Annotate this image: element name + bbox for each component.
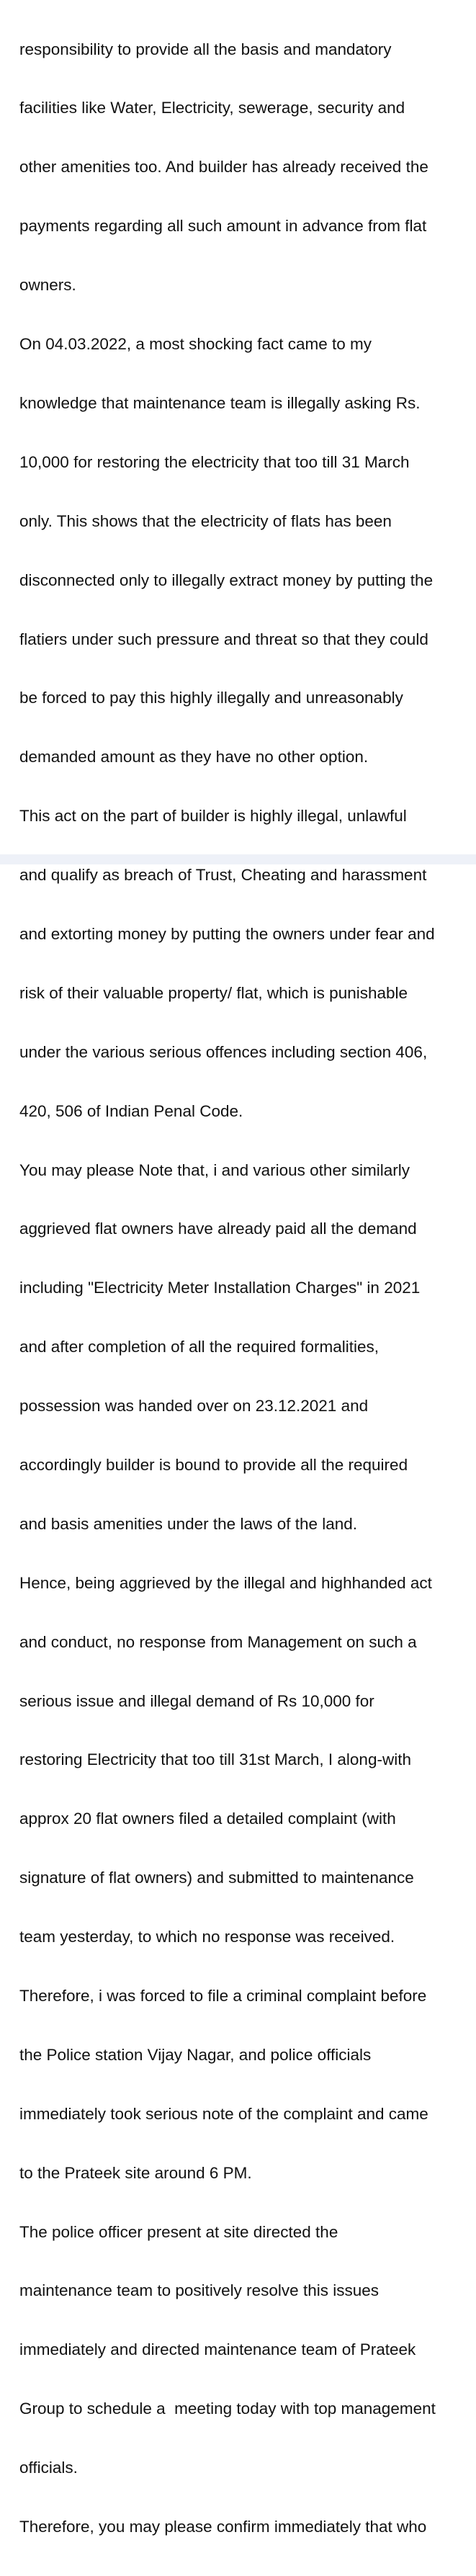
text-line: accordingly builder is bound to provide all the required [19, 1455, 408, 1474]
text-line: The police officer present at site directed the [19, 2222, 338, 2241]
text-line: signature of flat owners) and submitted to maintenance [19, 1869, 414, 1887]
text-line: and after completion of all the required formalities, [19, 1338, 380, 1356]
text-line: immediately and directed maintenance team of Prateek [19, 2340, 416, 2359]
text-line: 420, 506 of Indian Penal Code. [19, 1101, 243, 1120]
text-line: 10,000 for restoring the electricity that too till 31 March [19, 452, 410, 471]
text-line: restoring Electricity that too till 31st March, I along-with [19, 1750, 411, 1769]
text-line: under the various serious offences including section 406, [19, 1042, 428, 1061]
text-line: and conduct, no response from Management on such a [19, 1632, 417, 1651]
text-line: only. This shows that the electricity of flats has been [19, 511, 392, 530]
text-line: be forced to pay this highly illegally and unreasonably [19, 689, 403, 707]
text-line: other amenities too. And builder has already received the [19, 158, 428, 176]
text-line: risk of their valuable property/ flat, which is punishable [19, 983, 408, 1002]
text-line: knowledge that maintenance team is illegally asking Rs. [19, 393, 421, 412]
text-line: This act on the part of builder is highly illegal, unlawful [19, 807, 407, 826]
text-line: On 04.03.2022, a most shocking fact came to my [19, 335, 372, 354]
text-line: aggrieved flat owners have already paid all the demand [19, 1220, 417, 1238]
text-line: immediately took serious note of the complaint and came [19, 2104, 428, 2123]
text-line: possession was handed over on 23.12.2021 and [19, 1397, 369, 1416]
text-line: owners. [19, 276, 76, 295]
text-line: serious issue and illegal demand of Rs 10,000 for [19, 1691, 374, 1710]
text-line: and extorting money by putting the owners under fear and [19, 924, 435, 943]
text-line: approx 20 flat owners filed a detailed complaint (with [19, 1810, 396, 1828]
text-line: team yesterday, to which no response was received. [19, 1928, 395, 1946]
text-line: disconnected only to illegally extract money by putting the [19, 571, 434, 589]
text-line: and qualify as breach of Trust, Cheating and harassment [19, 866, 427, 885]
text-line: maintenance team to positively resolve this issues [19, 2281, 379, 2300]
text-line: and basis amenities under the laws of the land. [19, 1514, 358, 1533]
text-line: Therefore, i was forced to file a criminal complaint before [19, 1986, 427, 2005]
text-line: flatiers under such pressure and threat so that they could [19, 630, 428, 648]
text-line: payments regarding all such amount in advance from flat [19, 217, 427, 236]
text-line: Group to schedule a meeting today with top management [19, 2400, 436, 2418]
text-line: the Police station Vijay Nagar, and police officials [19, 2045, 372, 2064]
text-line: demanded amount as they have no other option. [19, 748, 369, 766]
text-line: to the Prateek site around 6 PM. [19, 2163, 252, 2182]
letter-text [19, 0, 473, 2576]
text-line: responsibility to provide all the basis and mandatory [19, 40, 392, 58]
text-line: including "Electricity Meter Installation Charges" in 2021 [19, 1279, 421, 1297]
text-line: officials. [19, 2459, 78, 2477]
text-line: Hence, being aggrieved by the illegal and highhanded act [19, 1573, 432, 1592]
text-line: facilities like Water, Electricity, sewerage, security and [19, 99, 405, 117]
bottom-bar [0, 854, 476, 864]
text-line: You may please Note that, i and various other similarly [19, 1160, 410, 1179]
text-line: Therefore, you may please confirm immediately that who [19, 2518, 427, 2536]
